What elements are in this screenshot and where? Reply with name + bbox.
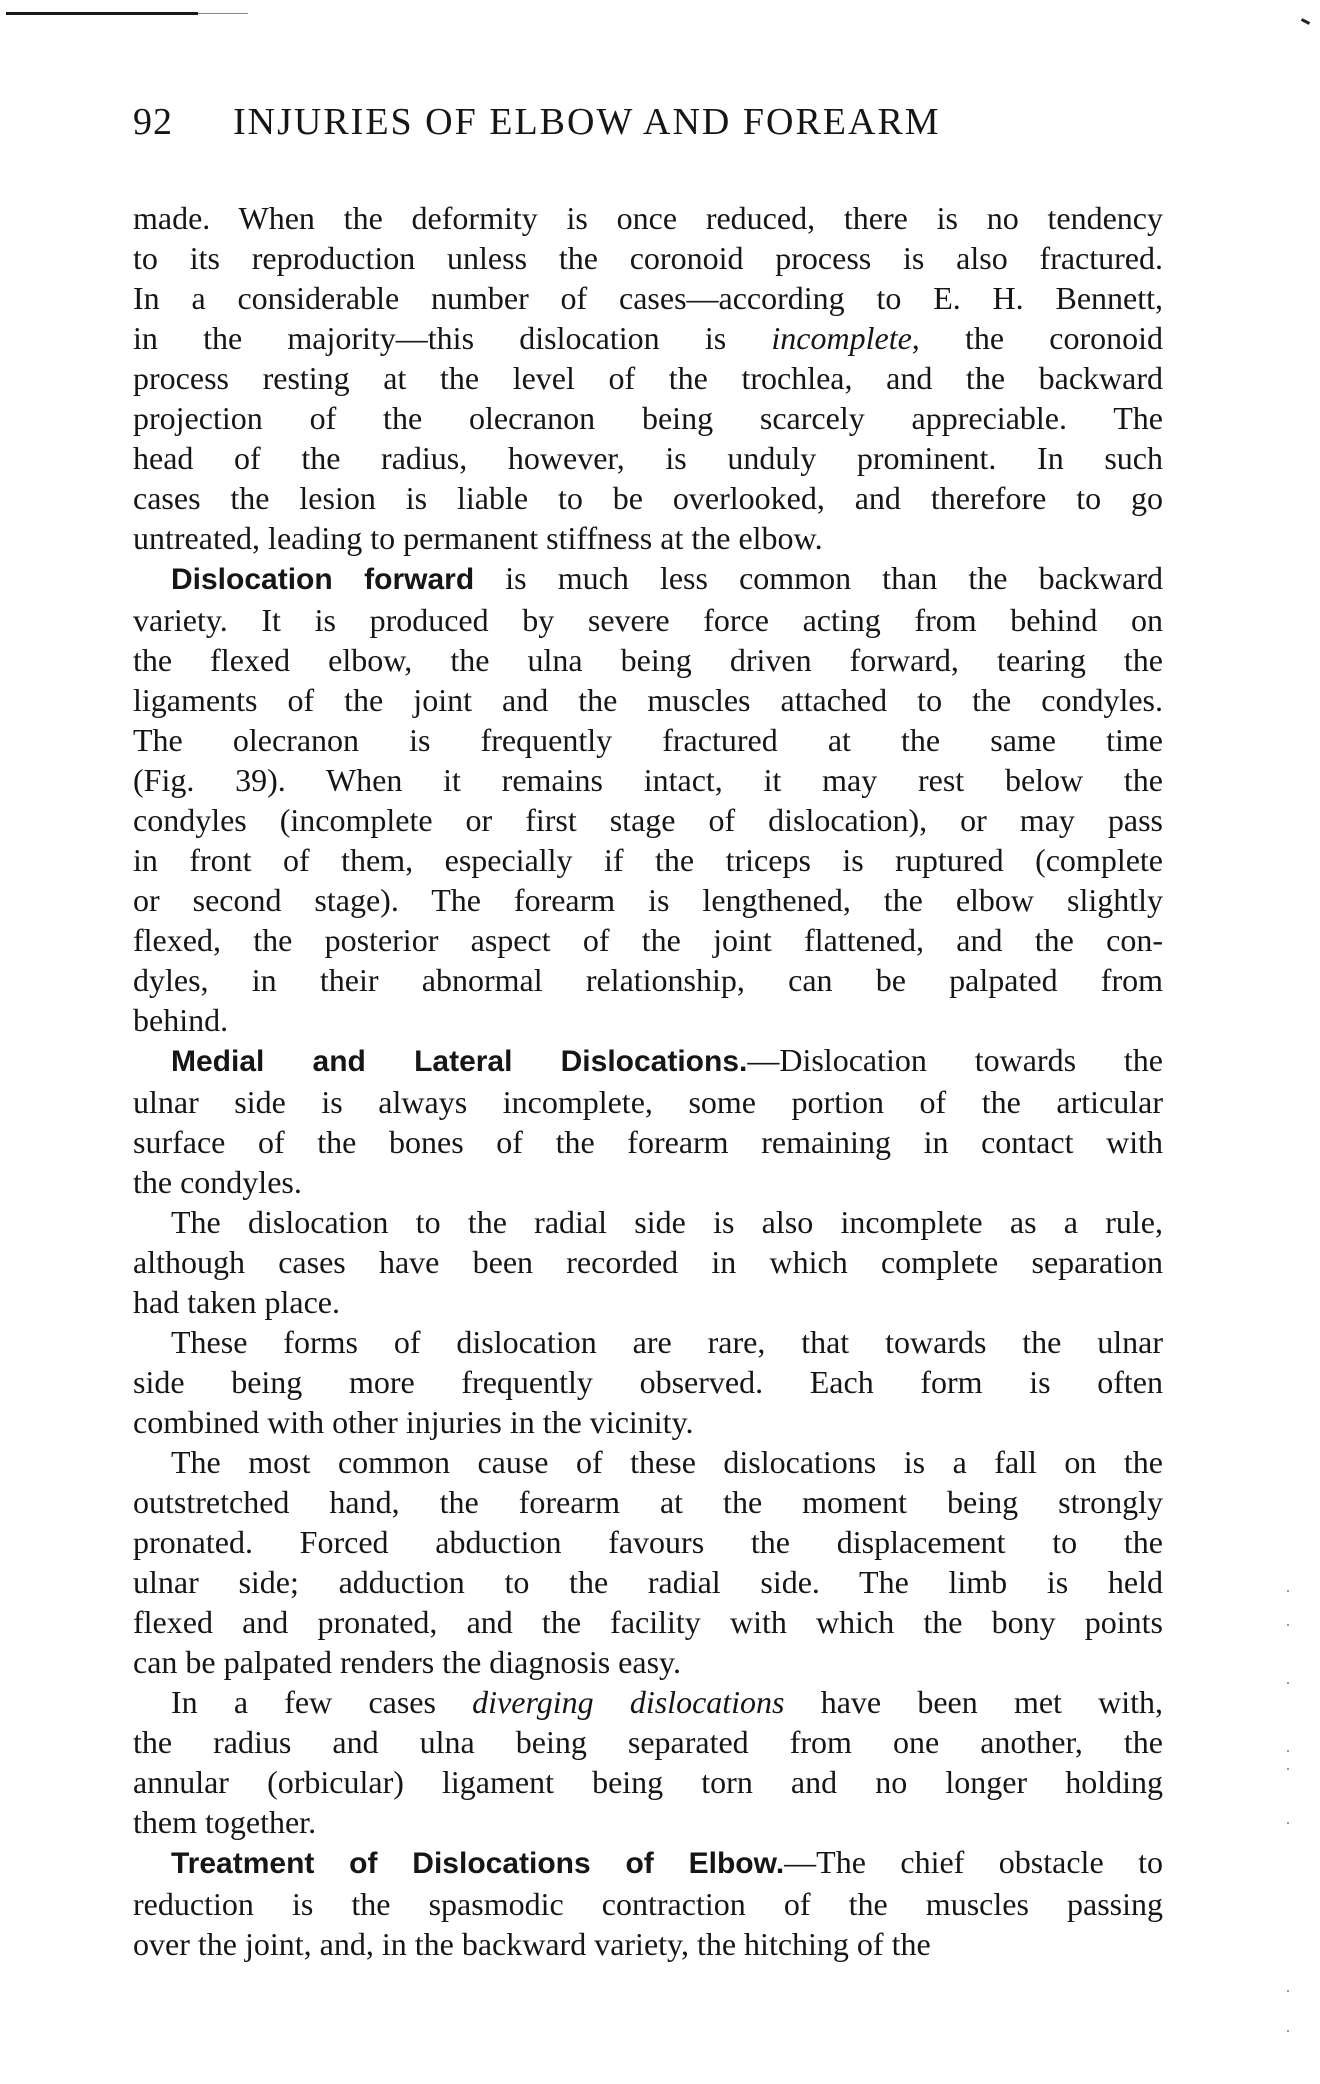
- top-rule-fade: [198, 13, 248, 14]
- book-page: [133, 100, 1163, 1964]
- text-line: side being more frequently observed. Each form is often: [133, 1364, 1163, 1400]
- text-line: The olecranon is frequently fractured at the same time: [133, 722, 1163, 758]
- text-line: behind.: [133, 1002, 229, 1038]
- text-line: flexed, the posterior aspect of the joint flattened, and the con-: [133, 922, 1163, 958]
- text-line: or second stage). The forearm is lengthened, the elbow slightly: [133, 882, 1163, 918]
- text-line: projection of the olecranon being scarcely appreciable. The: [133, 400, 1163, 436]
- paragraph: [133, 1322, 1163, 1442]
- text-line: process resting at the level of the trochlea, and the backward: [133, 360, 1163, 396]
- text-line: head of the radius, however, is unduly prominent. In such: [133, 440, 1163, 476]
- text-line: reduction is the spasmodic contraction of the muscles passing: [133, 1886, 1163, 1922]
- text-line: outstretched hand, the forearm at the moment being strongly: [133, 1484, 1163, 1520]
- text-line: variety. It is produced by severe force acting from behind on: [133, 602, 1163, 638]
- running-head: [133, 100, 1163, 160]
- text-line: condyles (incomplete or first stage of dislocation), or may pass: [133, 802, 1163, 838]
- italic-term: diverging dislocations: [472, 1684, 785, 1720]
- text-line: The most common cause of these dislocations is a fall on the: [171, 1444, 1163, 1480]
- text-line: annular (orbicular) ligament being torn and no longer holding: [133, 1764, 1163, 1800]
- text-line: Treatment of Dislocations of Elbow.—The chief obstacle to: [171, 1844, 1163, 1880]
- text-line: in front of them, especially if the triceps is ruptured (complete: [133, 842, 1163, 878]
- corner-mark: [1301, 18, 1310, 25]
- text-line: cases the lesion is liable to be overlooked, and therefore to go: [133, 480, 1163, 516]
- text-line: ligaments of the joint and the muscles attached to the condyles.: [133, 682, 1163, 718]
- text-line: had taken place.: [133, 1284, 340, 1320]
- paragraph: [133, 1442, 1163, 1682]
- body-text: [133, 198, 1163, 1964]
- text-line: can be palpated renders the diagnosis easy.: [133, 1644, 681, 1680]
- text-line: the flexed elbow, the ulna being driven forward, tearing the: [133, 642, 1163, 678]
- text-line: them together.: [133, 1804, 317, 1840]
- paragraph: [133, 1682, 1163, 1842]
- running-title: INJURIES OF ELBOW AND FOREARM: [233, 101, 941, 143]
- paragraph: [133, 1040, 1163, 1202]
- text-line: ulnar side; adduction to the radial side. The limb is held: [133, 1564, 1163, 1600]
- paragraph: [133, 558, 1163, 1040]
- text-line: (Fig. 39). When it remains intact, it may rest below the: [133, 762, 1163, 798]
- text-line: in the majority—this dislocation is incomplete, the coronoid: [133, 320, 1163, 356]
- text-line: In a few cases diverging dislocations have been met with,: [171, 1684, 1163, 1720]
- text-line: made. When the deformity is once reduced, there is no tendency: [133, 200, 1163, 236]
- text-line: dyles, in their abnormal relationship, can be palpated from: [133, 962, 1163, 998]
- paragraph: [133, 198, 1163, 558]
- margin-dots: [1286, 1590, 1292, 2050]
- paragraph-heading: Medial and Lateral Dislocations.: [171, 1045, 748, 1078]
- text-line: to its reproduction unless the coronoid process is also fractured.: [133, 240, 1163, 276]
- text-line: combined with other injuries in the vicinity.: [133, 1404, 694, 1440]
- text-line: although cases have been recorded in which complete separation: [133, 1244, 1163, 1280]
- paragraph: [133, 1842, 1163, 1964]
- paragraph-heading: Treatment of Dislocations of Elbow.: [171, 1847, 785, 1880]
- text-line: Medial and Lateral Dislocations.—Dislocation towards the: [171, 1042, 1163, 1078]
- text-line: These forms of dislocation are rare, that towards the ulnar: [171, 1324, 1163, 1360]
- text-line: the condyles.: [133, 1164, 302, 1200]
- paragraph: [133, 1202, 1163, 1322]
- text-line: the radius and ulna being separated from one another, the: [133, 1724, 1163, 1760]
- text-line: ulnar side is always incomplete, some portion of the articular: [133, 1084, 1163, 1120]
- text-line: pronated. Forced abduction favours the displacement to the: [133, 1524, 1163, 1560]
- text-line: In a considerable number of cases—according to E. H. Bennett,: [133, 280, 1163, 316]
- top-rule: [6, 12, 198, 15]
- text-line: untreated, leading to permanent stiffness at the elbow.: [133, 520, 823, 556]
- text-line: surface of the bones of the forearm remaining in contact with: [133, 1124, 1163, 1160]
- text-line: over the joint, and, in the backward variety, the hitching of the: [133, 1926, 931, 1962]
- page-number: 92: [133, 101, 173, 143]
- text-line: The dislocation to the radial side is also incomplete as a rule,: [171, 1204, 1163, 1240]
- paragraph-heading: Dislocation forward: [171, 563, 475, 596]
- text-line: flexed and pronated, and the facility with which the bony points: [133, 1604, 1163, 1640]
- text-line: Dislocation forward is much less common than the backward: [171, 560, 1163, 596]
- italic-term: incomplete,: [771, 320, 920, 356]
